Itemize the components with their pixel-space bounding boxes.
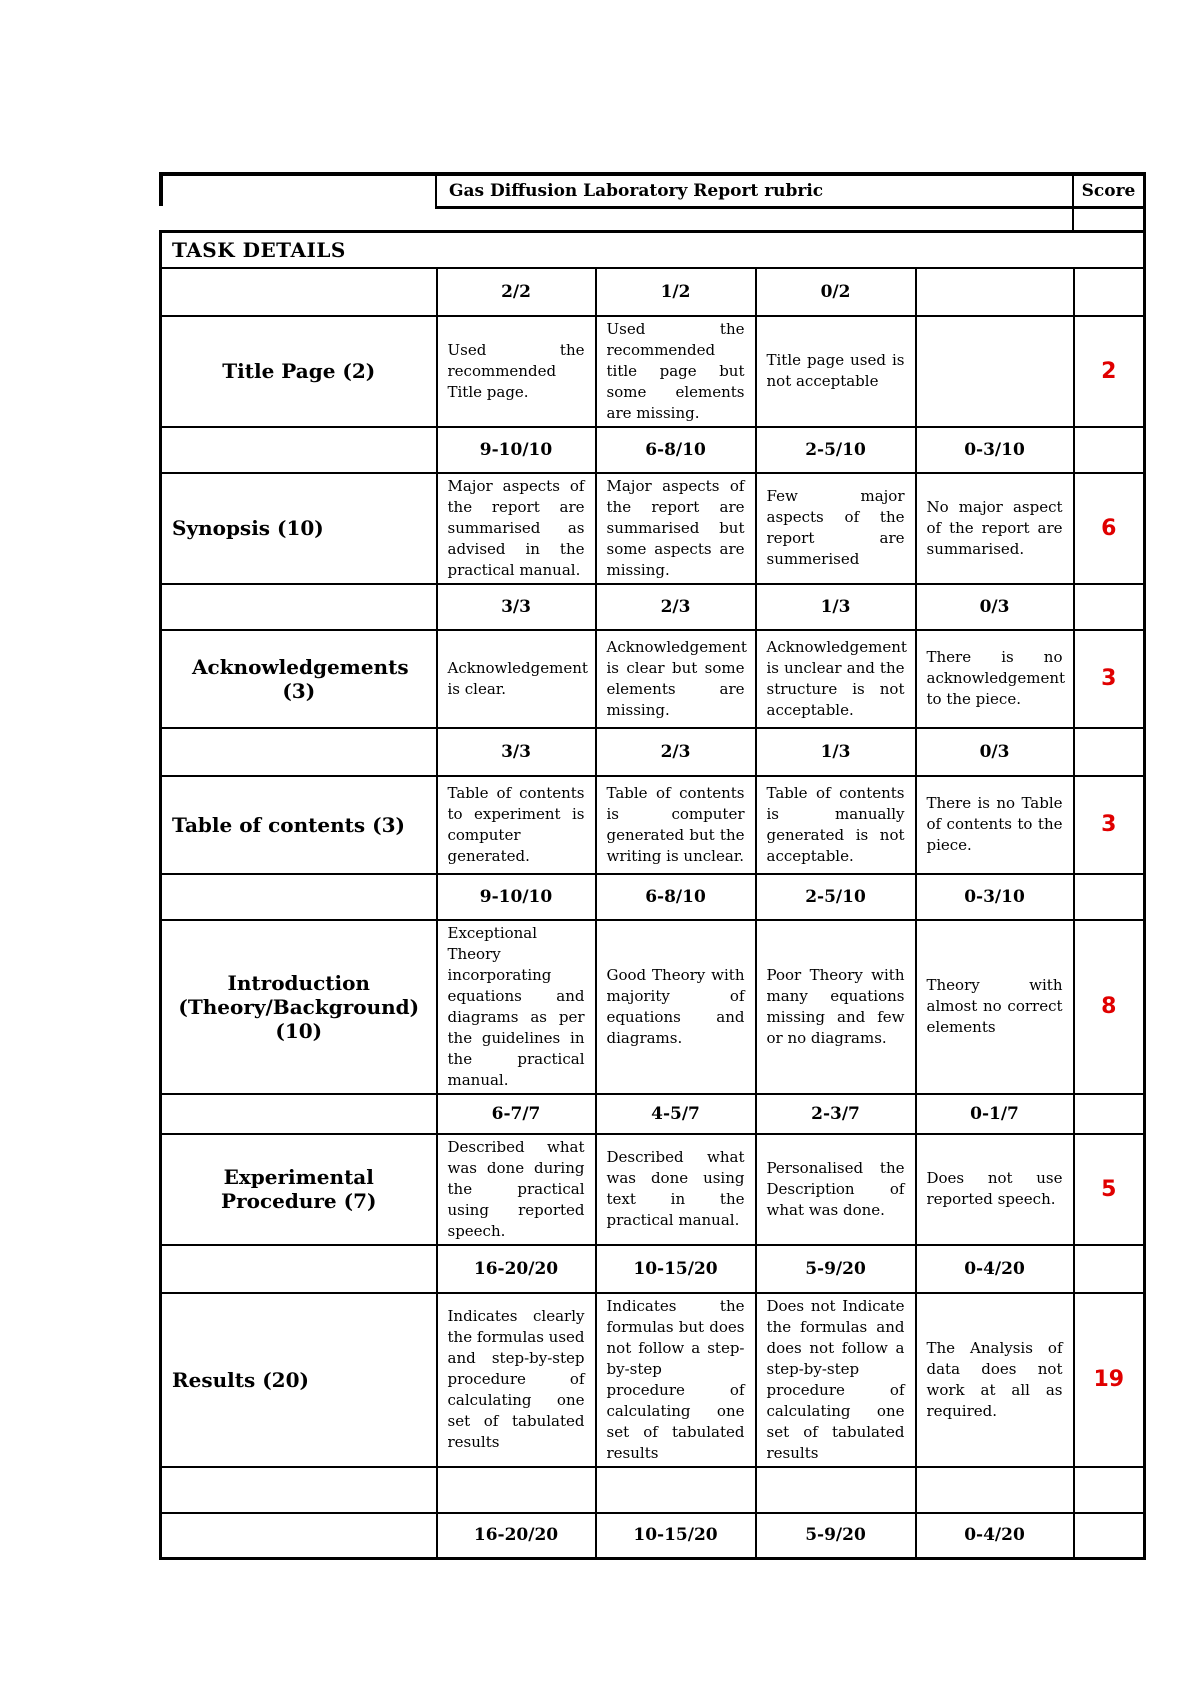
- descriptor-cell: Poor Theory with many equations missing and few or no diagrams.: [756, 920, 916, 1094]
- blank-cell: [437, 1467, 596, 1513]
- grade-level: 9-10/10: [437, 427, 596, 473]
- rubric-sheet: [159, 172, 1143, 1560]
- descriptor-cell: Acknowledgement is clear.: [437, 630, 596, 728]
- awarded-score: 5: [1074, 1134, 1145, 1245]
- criterion-row: [161, 473, 1145, 584]
- grade-level: 2/3: [596, 584, 756, 630]
- criterion-row: [161, 920, 1145, 1094]
- awarded-score: 3: [1074, 776, 1145, 874]
- criterion-label: Introduction (Theory/Background) (10): [161, 920, 437, 1094]
- grade-level: [916, 268, 1074, 316]
- grade-row-blank: [161, 728, 437, 776]
- descriptor-cell: There is no acknowledgement to the piece.: [916, 630, 1074, 728]
- grade-row: [161, 1094, 1145, 1134]
- score-blank-cell: [1074, 584, 1145, 630]
- grade-row-blank: [161, 584, 437, 630]
- rubric-header: [159, 172, 1143, 230]
- descriptor-cell: Table of contents is manually generated is not acceptable.: [756, 776, 916, 874]
- descriptor-cell: Indicates the formulas but does not follow a step-by-step procedure of calculating one set of tabulated results: [596, 1293, 756, 1467]
- grade-level: 0-3/10: [916, 427, 1074, 473]
- grade-level: 16-20/20: [437, 1513, 596, 1559]
- grade-row: [161, 427, 1145, 473]
- grade-row: [161, 874, 1145, 920]
- blank-cell: [1074, 1467, 1145, 1513]
- grade-level: 2-5/10: [756, 427, 916, 473]
- criterion-label: Table of contents (3): [161, 776, 437, 874]
- score-blank-cell: [1074, 1245, 1145, 1293]
- descriptor-cell: Major aspects of the report are summarised as advised in the practical manual.: [437, 473, 596, 584]
- grade-row-blank: [161, 1513, 437, 1559]
- descriptor-cell: Major aspects of the report are summarised but some aspects are missing.: [596, 473, 756, 584]
- awarded-score: 8: [1074, 920, 1145, 1094]
- grade-row-blank: [161, 268, 437, 316]
- grade-level: 6-8/10: [596, 874, 756, 920]
- awarded-score: 2: [1074, 316, 1145, 427]
- descriptor-cell: Acknowledgement is clear but some elements are missing.: [596, 630, 756, 728]
- grade-level: 10-15/20: [596, 1513, 756, 1559]
- task-details-label: TASK DETAILS: [161, 232, 1145, 268]
- grade-level: 1/3: [756, 584, 916, 630]
- criterion-label: Synopsis (10): [161, 473, 437, 584]
- grade-row: [161, 728, 1145, 776]
- awarded-score: 19: [1074, 1293, 1145, 1467]
- header-blank-cell: [159, 172, 439, 206]
- grade-level: 0/2: [756, 268, 916, 316]
- grade-level: 3/3: [437, 584, 596, 630]
- blank-row: [161, 1467, 1145, 1513]
- grade-level: 10-15/20: [596, 1245, 756, 1293]
- blank-cell: [596, 1467, 756, 1513]
- score-blank-cell: [1074, 728, 1145, 776]
- rubric-table: [159, 230, 1146, 1560]
- descriptor-cell: Indicates clearly the formulas used and step-by-step procedure of calculating one set of tabulated results: [437, 1293, 596, 1467]
- descriptor-cell: Personalised the Description of what was done.: [756, 1134, 916, 1245]
- grade-level: 6-8/10: [596, 427, 756, 473]
- descriptor-cell: Does not use reported speech.: [916, 1134, 1074, 1245]
- score-blank-cell: [1074, 268, 1145, 316]
- score-blank-cell: [1074, 1094, 1145, 1134]
- grade-level: 0-1/7: [916, 1094, 1074, 1134]
- grade-level: 2/3: [596, 728, 756, 776]
- score-blank-cell: [1074, 427, 1145, 473]
- grade-level: 2/2: [437, 268, 596, 316]
- grade-level: 2-5/10: [756, 874, 916, 920]
- criterion-row: [161, 776, 1145, 874]
- blank-cell: [756, 1467, 916, 1513]
- blank-cell: [916, 1467, 1074, 1513]
- descriptor-cell: No major aspect of the report are summarised.: [916, 473, 1074, 584]
- criterion-row: [161, 630, 1145, 728]
- grade-level: 2-3/7: [756, 1094, 916, 1134]
- grade-level: 1/3: [756, 728, 916, 776]
- awarded-score: 3: [1074, 630, 1145, 728]
- descriptor-cell: Good Theory with majority of equations and diagrams.: [596, 920, 756, 1094]
- criterion-row: [161, 316, 1145, 427]
- grade-row-blank: [161, 427, 437, 473]
- grade-level: 9-10/10: [437, 874, 596, 920]
- criterion-row: [161, 1134, 1145, 1245]
- grade-level: 1/2: [596, 268, 756, 316]
- score-header: Score: [1072, 172, 1146, 209]
- descriptor-cell: [916, 316, 1074, 427]
- grade-level: 0-3/10: [916, 874, 1074, 920]
- criterion-label: Acknowledgements (3): [161, 630, 437, 728]
- rubric-title: Gas Diffusion Laboratory Report rubric: [435, 172, 1086, 209]
- descriptor-cell: The Analysis of data does not work at all as required.: [916, 1293, 1074, 1467]
- descriptor-cell: Title page used is not acceptable: [756, 316, 916, 427]
- criterion-row: [161, 1293, 1145, 1467]
- score-blank-cell: [1074, 874, 1145, 920]
- awarded-score: 6: [1074, 473, 1145, 584]
- grade-row: [161, 268, 1145, 316]
- descriptor-cell: Used the recommended Title page.: [437, 316, 596, 427]
- grade-level: 0/3: [916, 728, 1074, 776]
- grade-level: 0-4/20: [916, 1513, 1074, 1559]
- descriptor-cell: Acknowledgement is unclear and the structure is not acceptable.: [756, 630, 916, 728]
- grade-row: [161, 584, 1145, 630]
- grade-row: [161, 1513, 1145, 1559]
- descriptor-cell: Table of contents to experiment is computer generated.: [437, 776, 596, 874]
- grade-level: 6-7/7: [437, 1094, 596, 1134]
- descriptor-cell: Does not Indicate the formulas and does not follow a step-by-step procedure of calculating one set of tabulated results: [756, 1293, 916, 1467]
- grade-level: 0/3: [916, 584, 1074, 630]
- blank-cell: [161, 1467, 437, 1513]
- grade-level: 4-5/7: [596, 1094, 756, 1134]
- grade-level: 5-9/20: [756, 1245, 916, 1293]
- score-blank-cell: [1072, 207, 1146, 230]
- grade-row-blank: [161, 1245, 437, 1293]
- descriptor-cell: Table of contents is computer generated but the writing is unclear.: [596, 776, 756, 874]
- grade-level: 16-20/20: [437, 1245, 596, 1293]
- task-details-row: [161, 232, 1145, 268]
- descriptor-cell: Described what was done during the practical using reported speech.: [437, 1134, 596, 1245]
- grade-level: 3/3: [437, 728, 596, 776]
- grade-level: 0-4/20: [916, 1245, 1074, 1293]
- descriptor-cell: Described what was done using text in the practical manual.: [596, 1134, 756, 1245]
- descriptor-cell: Few major aspects of the report are summerised: [756, 473, 916, 584]
- criterion-label: Experimental Procedure (7): [161, 1134, 437, 1245]
- score-blank-cell: [1074, 1513, 1145, 1559]
- criterion-label: Title Page (2): [161, 316, 437, 427]
- criterion-label: Results (20): [161, 1293, 437, 1467]
- grade-row-blank: [161, 1094, 437, 1134]
- descriptor-cell: Theory with almost no correct elements: [916, 920, 1074, 1094]
- descriptor-cell: Exceptional Theory incorporating equations and diagrams as per the guidelines in the practical manual.: [437, 920, 596, 1094]
- descriptor-cell: There is no Table of contents to the piece.: [916, 776, 1074, 874]
- grade-level: 5-9/20: [756, 1513, 916, 1559]
- grade-row-blank: [161, 874, 437, 920]
- descriptor-cell: Used the recommended title page but some elements are missing.: [596, 316, 756, 427]
- grade-row: [161, 1245, 1145, 1293]
